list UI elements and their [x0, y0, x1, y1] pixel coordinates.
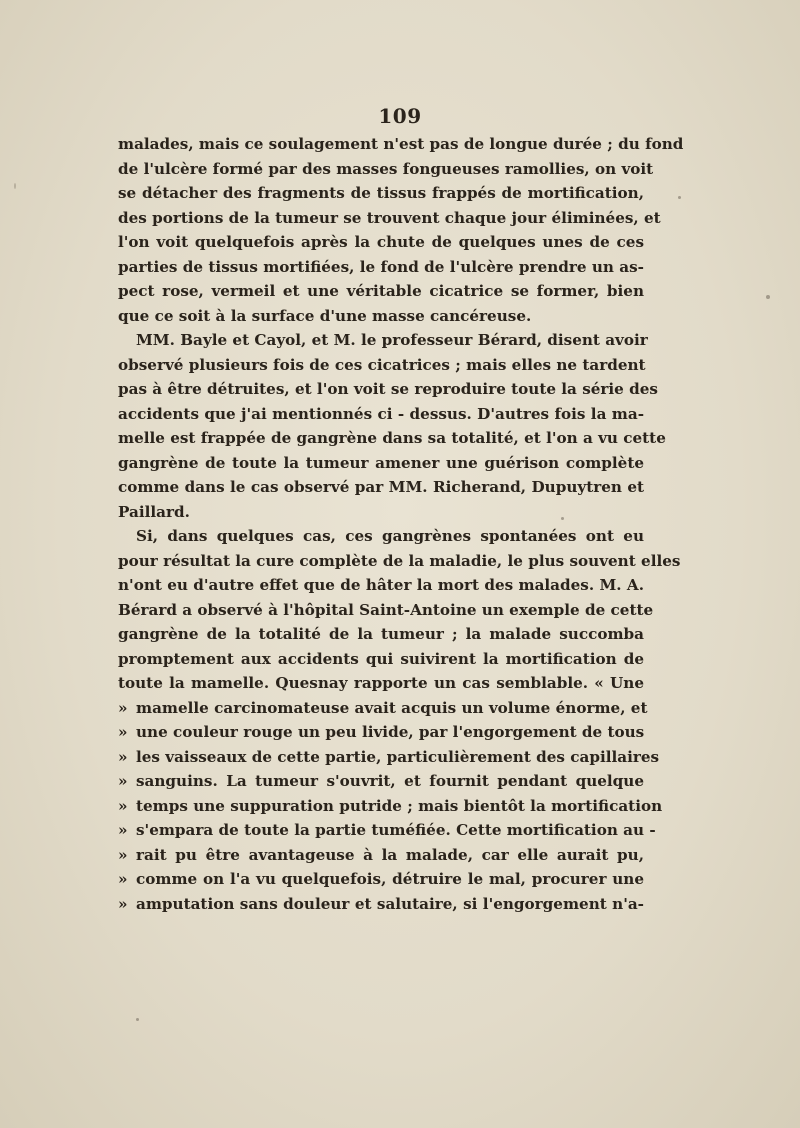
paper-speck [678, 196, 681, 199]
page-number: 109 [378, 104, 422, 128]
text-line: Paillard. [118, 502, 190, 521]
quote-text: rait pu être avantageuse à la malade, car elle aurait pu, [136, 845, 644, 864]
quoted-line [118, 720, 644, 745]
quote-mark: » [118, 723, 128, 741]
quote-text: les vaisseaux de cette partie, particulièrement des capillaires [136, 747, 660, 766]
text-line: comme dans le cas observé par MM. Richerand, Dupuytren et [118, 478, 644, 496]
text-line: MM. Bayle et Cayol, et M. le professeur Bérard, disent avoir [136, 331, 648, 349]
quoted-line [118, 892, 644, 917]
text-line: parties de tissus mortifiées, le fond de l'ulcère prendre un as- [118, 257, 644, 276]
paper-speck [766, 295, 770, 299]
text-line: melle est frappée de gangrène dans sa totalité, et l'on a vu cette [118, 429, 666, 447]
text-line: gangrène de toute la tumeur amener une guérison complète [118, 453, 644, 472]
quote-mark: » [118, 772, 128, 790]
text-line: gangrène de la totalité de la tumeur ; la malade succomba [118, 625, 644, 643]
quote-text: amputation sans douleur et salutaire, si l'engorgement n'a- [136, 894, 644, 913]
text-line: accidents que j'ai mentionnés ci - dessus. D'autres fois la ma- [118, 404, 644, 423]
text-line: n'ont eu d'autre effet que de hâter la mort des malades. M. A. [118, 576, 644, 594]
paragraph-2 [118, 328, 666, 524]
quote-mark: » [118, 845, 128, 864]
text-line: se détacher des fragments de tissus frappés de mortification, [118, 184, 644, 202]
quoted-line [118, 745, 660, 770]
paper-speck [561, 517, 564, 520]
quoted-line [118, 696, 648, 721]
quote-mark: » [118, 796, 128, 815]
quoted-line [118, 794, 663, 819]
quoted-line [118, 867, 644, 892]
quote-mark: » [118, 894, 128, 913]
text-line: pas à être détruites, et l'on voit se reproduire toute la série des [118, 380, 658, 398]
quote-text: sanguins. La tumeur s'ouvrit, et fournit pendant quelque [136, 772, 644, 790]
quote-mark: » [118, 698, 128, 717]
quote-mark: » [118, 747, 128, 766]
body-text [118, 132, 684, 916]
text-line: Bérard a observé à l'hôpital Saint-Antoine un exemple de cette [118, 600, 654, 619]
text-line: promptement aux accidents qui suivirent la mortification de [118, 649, 644, 668]
text-line: pect rose, vermeil et une véritable cicatrice se former, bien [118, 282, 644, 300]
quote-text: mamelle carcinomateuse avait acquis un volume énorme, et [136, 698, 648, 717]
text-line: pour résultat la cure complète de la maladie, le plus souvent elles [118, 551, 681, 570]
quoted-line [118, 843, 644, 868]
text-line: Si, dans quelques cas, ces gangrènes spontanées ont eu [136, 527, 644, 545]
text-line: que ce soit à la surface d'une masse cancéreuse. [118, 306, 532, 325]
quote-text: comme on l'a vu quelquefois, détruire le mal, procurer une [136, 870, 644, 888]
text-line: de l'ulcère formé par des masses fongueuses ramollies, on voit [118, 159, 654, 178]
text-line: observé plusieurs fois de ces cicatrices ; mais elles ne tardent [118, 355, 646, 374]
quote-text: temps une suppuration putride ; mais bientôt la mortification [136, 796, 663, 815]
quote-text: s'empara de toute la partie tuméfiée. Cette mortification au - [136, 821, 656, 839]
paper-speck [136, 1018, 139, 1021]
quote-mark: » [118, 870, 128, 888]
paragraph-3 [118, 524, 681, 916]
text-line: l'on voit quelquefois après la chute de quelques unes de ces [118, 233, 644, 251]
text-line: malades, mais ce soulagement n'est pas de longue durée ; du fond [118, 135, 684, 153]
quote-text: une couleur rouge un peu livide, par l'engorgement de tous [136, 723, 645, 741]
quoted-line [118, 818, 656, 843]
text-line: toute la mamelle. Quesnay rapporte un cas semblable. « Une [118, 674, 644, 692]
quoted-line [118, 769, 644, 794]
paper-speck [14, 183, 16, 189]
paragraph-1 [118, 132, 684, 328]
quote-mark: » [118, 821, 128, 839]
text-line: des portions de la tumeur se trouvent chaque jour éliminées, et [118, 208, 661, 227]
